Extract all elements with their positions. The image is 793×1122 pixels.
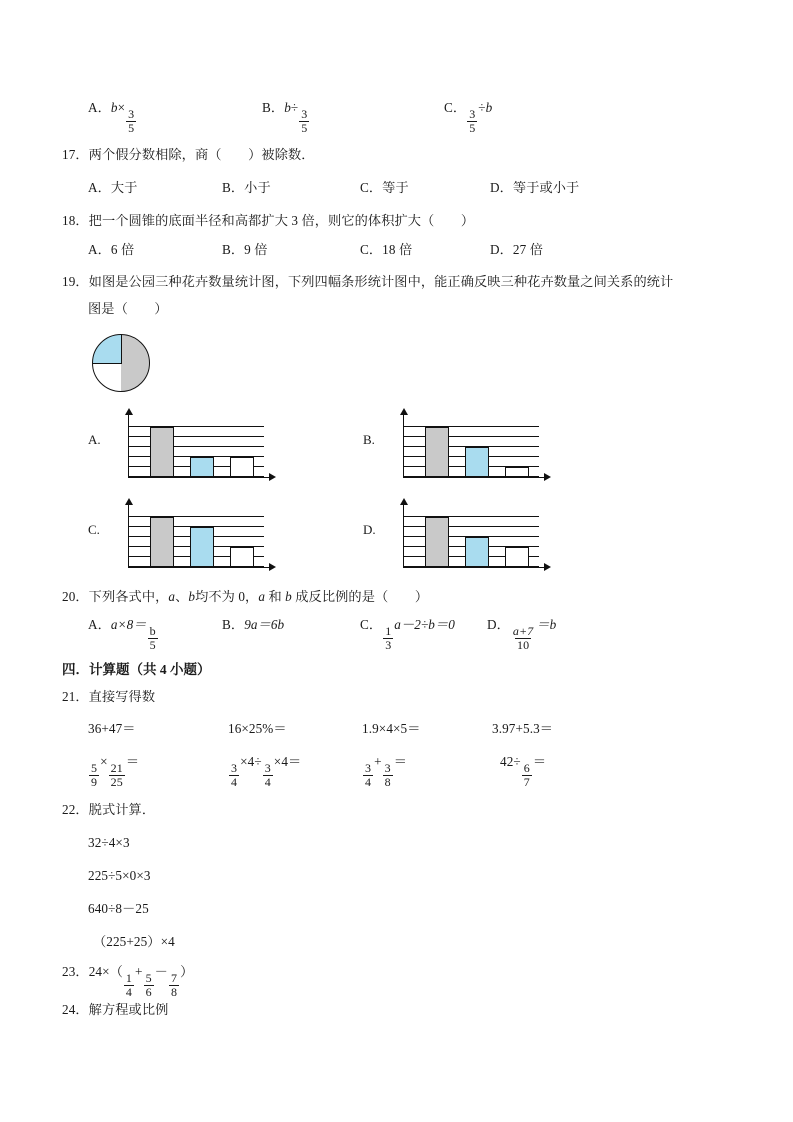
q23-lead: 24×（ [88, 964, 123, 979]
q22-stem: 22．脱式计算． [62, 802, 156, 817]
option-c-bar-chart [88, 500, 288, 580]
q21-item5-tail: ＝ [125, 754, 140, 769]
q20-option-c-label: C． [360, 617, 383, 632]
q21-item-2: 16×25%＝ [228, 721, 287, 736]
q19-stem-line2: 图是（ ） [88, 301, 168, 316]
q21-item6-fraction-2: $\frac{3}{4}$ [264, 761, 271, 790]
option-d-plot [389, 500, 549, 572]
option-a-label: A. [88, 432, 101, 447]
q20-option-b [222, 615, 284, 634]
q20-option-d [487, 615, 556, 652]
q21-item7-fraction-1: $\frac{3}{4}$ [365, 761, 372, 790]
flower-quantity-pie-chart [92, 334, 150, 392]
section-4-title: 四．计算题（共 4 小题） [62, 662, 211, 677]
bars [403, 427, 539, 477]
q23-tail: ） [180, 964, 194, 979]
q21-item5-fraction-1: $\frac{5}{9}$ [91, 761, 98, 790]
bar-blue [190, 457, 214, 477]
q20-stem-pre: 20．下列各式中， [62, 589, 169, 604]
q23-op2: － [154, 964, 168, 979]
q20-option-a [88, 615, 159, 652]
q21-item5-fraction-2: $\frac{21}{25}$ [110, 761, 123, 790]
q22-item-4: （225+25）×4 [93, 934, 175, 949]
bar-gray [425, 517, 449, 567]
q22-item-2: 225÷5×0×3 [88, 868, 151, 883]
q23-fraction-2: $\frac{5}{6}$ [145, 971, 152, 1000]
bar-white [230, 547, 254, 567]
option-c-label: C. [88, 522, 100, 537]
q19-stem-line1: 19．如图是公园三种花卉数量统计图，下列四幅条形统计图中，能正确反映三种花卉数量之间关系的统计 [62, 274, 674, 289]
q16-option-c-var: b [485, 100, 493, 115]
q21-item6-fraction-1: $\frac{3}{4}$ [231, 761, 238, 790]
q20-option-b-text: 9a＝6b [244, 617, 285, 632]
q20-option-d-fraction: $\frac{a+7}{10}$ [512, 624, 534, 653]
q20-option-a-fraction: $\frac{b}{5}$ [149, 624, 156, 653]
q23-fraction-1: $\frac{1}{4}$ [125, 971, 133, 1000]
bars [128, 427, 264, 477]
q21-item6-op: ×4÷ [240, 754, 262, 769]
q20-option-c-fraction: $\frac{1}{3}$ [385, 624, 392, 653]
pie-divider-vertical [121, 335, 122, 364]
q24-stem: 24．解方程或比例 [62, 1002, 169, 1017]
q17-option-c: C．等于 [360, 180, 409, 195]
q23-expression [62, 962, 193, 999]
q20-option-c-rest: a－2÷b＝0 [394, 617, 455, 632]
q16-option-c-op: ÷ [478, 100, 486, 115]
q20-option-b-label: B． [222, 617, 245, 632]
bars [128, 517, 264, 567]
q23-fraction-3: $\frac{7}{8}$ [170, 971, 178, 1000]
q21-item8-tail: ＝ [532, 754, 547, 769]
q17-option-a: A．大于 [88, 180, 138, 195]
q16-option-a-fraction: $\frac{3}{5}$ [128, 107, 135, 136]
q16-option-a-label: A． [88, 100, 111, 115]
q17-stem: 17．两个假分数相除，商（ ）被除数． [62, 147, 315, 162]
q21-item5-op: × [100, 754, 108, 769]
q20-var-b: b [188, 589, 196, 604]
q23-op1: + [135, 964, 143, 979]
q17-option-b: B．小于 [222, 180, 271, 195]
q16-option-a-var: b [110, 100, 118, 115]
bar-white [505, 467, 529, 477]
q21-item7-tail: ＝ [393, 754, 408, 769]
q16-option-b-fraction: $\frac{3}{5}$ [301, 107, 308, 136]
q21-item-3: 1.9×4×5＝ [362, 721, 421, 736]
q18-option-c: C．18 倍 [360, 242, 413, 257]
q21-item-6 [228, 752, 301, 789]
q20-option-a-label: A． [88, 617, 111, 632]
option-d-label: D. [363, 522, 376, 537]
option-b-label: B. [363, 432, 375, 447]
q22-item-3: 640÷8－25 [88, 901, 149, 916]
q21-item7-op: + [374, 754, 382, 769]
q21-item-8 [500, 752, 546, 789]
q17-option-d: D．等于或小于 [490, 180, 580, 195]
option-d-bar-chart [363, 500, 563, 580]
q16-option-c [444, 98, 492, 135]
q16-option-b-op: ÷ [290, 100, 299, 115]
q20-stem-post: 成反比例的是（ ） [291, 589, 429, 604]
q18-option-b: B．9 倍 [222, 242, 268, 257]
q21-item-7 [362, 752, 407, 789]
bar-white [505, 547, 529, 567]
bar-gray [425, 427, 449, 477]
q20-var-a2: a [258, 589, 266, 604]
q20-stem-mid2: 均不为 0， [195, 589, 259, 604]
option-a-plot [114, 410, 274, 482]
q21-item7-fraction-2: $\frac{3}{8}$ [384, 761, 391, 790]
q16-option-b-var: b [284, 100, 291, 115]
bar-gray [150, 427, 174, 477]
pie-divider-horizontal [93, 363, 122, 364]
q21-item-1: 36+47＝ [88, 721, 136, 736]
q18-stem: 18．把一个圆锥的底面半径和高都扩大 3 倍，则它的体积扩大（ ） [62, 213, 475, 228]
bar-gray [150, 517, 174, 567]
q23-label: 23． [62, 964, 89, 979]
q20-stem-mid1: 、 [175, 589, 189, 604]
q22-item-1: 32÷4×3 [88, 835, 130, 850]
bar-blue [190, 527, 214, 567]
q16-option-a-op: × [117, 100, 126, 115]
q21-stem: 21．直接写得数 [62, 689, 156, 704]
option-b-bar-chart [363, 410, 563, 490]
q16-option-b-label: B． [262, 100, 285, 115]
bar-blue [465, 447, 489, 477]
bar-white [230, 457, 254, 477]
q21-item-5 [88, 752, 139, 789]
q20-var-b2: b [285, 589, 292, 604]
q18-option-a: A．6 倍 [88, 242, 135, 257]
pie-circle [92, 334, 150, 392]
q18-option-d: D．27 倍 [490, 242, 543, 257]
q21-item8-fraction: $\frac{6}{7}$ [523, 761, 530, 790]
option-a-bar-chart [88, 410, 288, 490]
q16-option-c-label: C． [444, 100, 467, 115]
option-b-plot [389, 410, 549, 482]
q20-option-c [360, 615, 455, 652]
q20-option-a-lhs: a×8＝ [110, 617, 147, 632]
q20-stem-mid3: 和 [265, 589, 286, 604]
q21-item8-lead: 42÷ [500, 754, 521, 769]
q21-item6-tail: ×4＝ [273, 754, 302, 769]
q16-option-c-fraction: $\frac{3}{5}$ [469, 107, 476, 136]
q20-stem [62, 587, 428, 606]
bar-blue [465, 537, 489, 567]
q21-item-4: 3.97+5.3＝ [492, 721, 554, 736]
q16-option-a [88, 98, 137, 135]
q16-option-b [262, 98, 310, 135]
option-c-plot [114, 500, 274, 572]
q20-option-d-rest: ＝b [536, 617, 557, 632]
q20-var-a: a [168, 589, 176, 604]
q20-option-d-label: D． [487, 617, 510, 632]
bars [403, 517, 539, 567]
